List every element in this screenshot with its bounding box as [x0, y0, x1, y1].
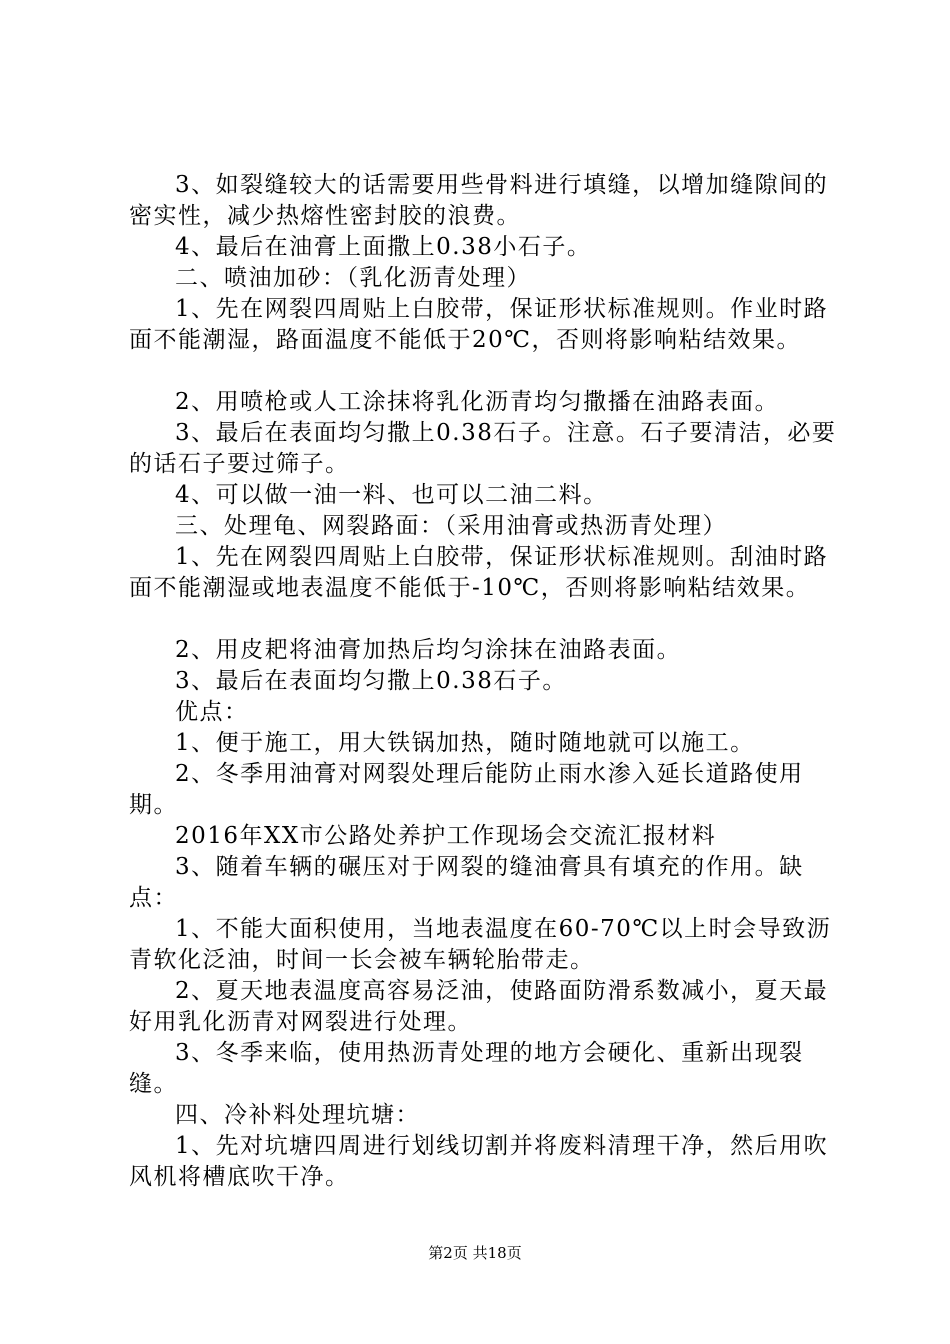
paragraph: 3、最后在表面均匀撒上0.38石子。 — [175, 668, 567, 694]
paragraph: 1、先在网裂四周贴上白胶带，保证形状标准规则。作业时路面不能潮湿，路面温度不能低于20℃，否则将影响粘结效果。 — [129, 296, 829, 353]
paragraph: 3、冬季来临，使用热沥青处理的地方会硬化、重新出现裂缝。 — [129, 1040, 804, 1097]
paragraph: 1、不能大面积使用，当地表温度在60-70℃以上时会导致沥青软化泛油，时间一长会被车辆轮胎带走。 — [129, 916, 832, 973]
paragraph: 优点： — [175, 699, 249, 725]
paragraph: 3、随着车辆的碾压对于网裂的缝油膏具有填充的作用。缺点： — [129, 854, 804, 911]
paragraph: 2016年XX市公路处养护工作现场会交流汇报材料 — [175, 823, 717, 849]
page-footer: 第2页 共18页 — [428, 1244, 522, 1262]
document-body — [129, 170, 839, 1193]
paragraph: 4、可以做一油一料、也可以二油二料。 — [175, 482, 608, 508]
paragraph: 3、如裂缝较大的话需要用些骨料进行填缝，以增加缝隙间的密实性，减少热熔性密封胶的浪费。 — [129, 172, 829, 229]
paragraph: 1、便于施工，用大铁锅加热，随时随地就可以施工。 — [175, 730, 755, 756]
paragraph: 2、冬季用油膏对网裂处理后能防止雨水渗入延长道路使用期。 — [129, 761, 804, 818]
paragraph: 3、最后在表面均匀撒上0.38石子。注意。石子要清洁，必要的话石子要过筛子。 — [129, 420, 837, 477]
paragraph: 三、处理龟、网裂路面：（采用油膏或热沥青处理） — [175, 513, 727, 539]
paragraph: 2、夏天地表温度高容易泛油，使路面防滑系数减小，夏天最好用乳化沥青对网裂进行处理。 — [129, 978, 829, 1035]
paragraph: 1、先在网裂四周贴上白胶带，保证形状标准规则。刮油时路面不能潮湿或地表温度不能低于-10℃，否则将影响粘结效果。 — [129, 544, 829, 601]
paragraph: 1、先对坑塘四周进行划线切割并将废料清理干净，然后用吹风机将槽底吹干净。 — [129, 1133, 829, 1190]
paragraph: 2、用皮耙将油膏加热后均匀涂抹在油路表面。 — [175, 637, 682, 663]
paragraph: 四、冷补料处理坑塘： — [175, 1102, 420, 1128]
paragraph: 4、最后在油膏上面撒上0.38小石子。 — [175, 234, 592, 260]
paragraph: 二、喷油加砂：（乳化沥青处理） — [175, 265, 531, 291]
paragraph: 2、用喷枪或人工涂抹将乳化沥青均匀撒播在油路表面。 — [175, 389, 780, 415]
